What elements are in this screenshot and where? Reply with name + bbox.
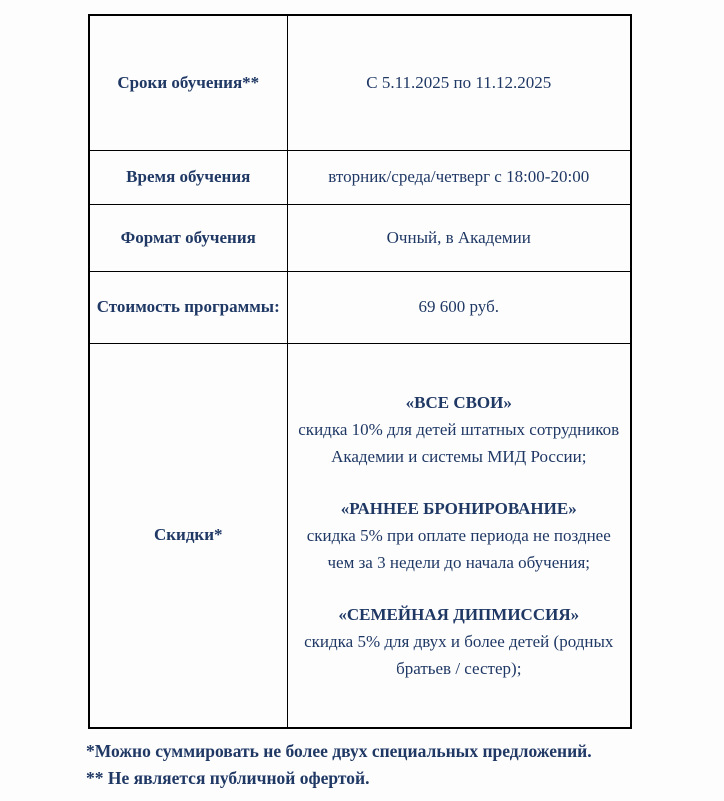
discount-offer-vse-svoi [292,389,627,470]
table-row-price [89,271,631,343]
price-label: Стоимость программы: [89,271,287,343]
format-label: Формат обучения [89,204,287,271]
discounts-label: Скидки* [89,343,287,728]
program-info-table [88,14,632,729]
footnote-combining: *Можно суммировать не более двух специальных предложений. [86,741,592,761]
offer-title: «СЕМЕЙНАЯ ДИПМИССИЯ» [338,604,580,624]
time-value: вторник/среда/четверг с 18:00-20:00 [287,150,631,204]
format-value: Очный, в Академии [287,204,631,271]
table-row-time [89,150,631,204]
discounts-cell [287,343,631,728]
dates-value: С 5.11.2025 по 11.12.2025 [287,15,631,150]
offer-title: «РАННЕЕ БРОНИРОВАНИЕ» [340,498,577,518]
table-row-dates [89,15,631,150]
table-row-format [89,204,631,271]
offer-description: скидка 10% для детей штатных сотрудников Академии и системы МИД России; [298,419,620,466]
dates-label: Сроки обучения** [89,15,287,150]
price-value: 69 600 руб. [287,271,631,343]
footnotes [86,738,646,792]
offer-title: «ВСЕ СВОИ» [405,392,512,412]
time-label: Время обучения [89,150,287,204]
offer-description: скидка 5% для двух и более детей (родных братьев / сестер); [304,631,614,678]
table-row-discounts [89,343,631,728]
discount-offer-rannee-bronirovanie [292,495,627,576]
footnote-offer: ** Не является публичной офертой. [86,768,370,788]
offer-description: скидка 5% при оплате периода не позднее чем за 3 недели до начала обучения; [306,525,611,572]
discount-offer-semeynaya-dipmissiya [292,601,627,682]
